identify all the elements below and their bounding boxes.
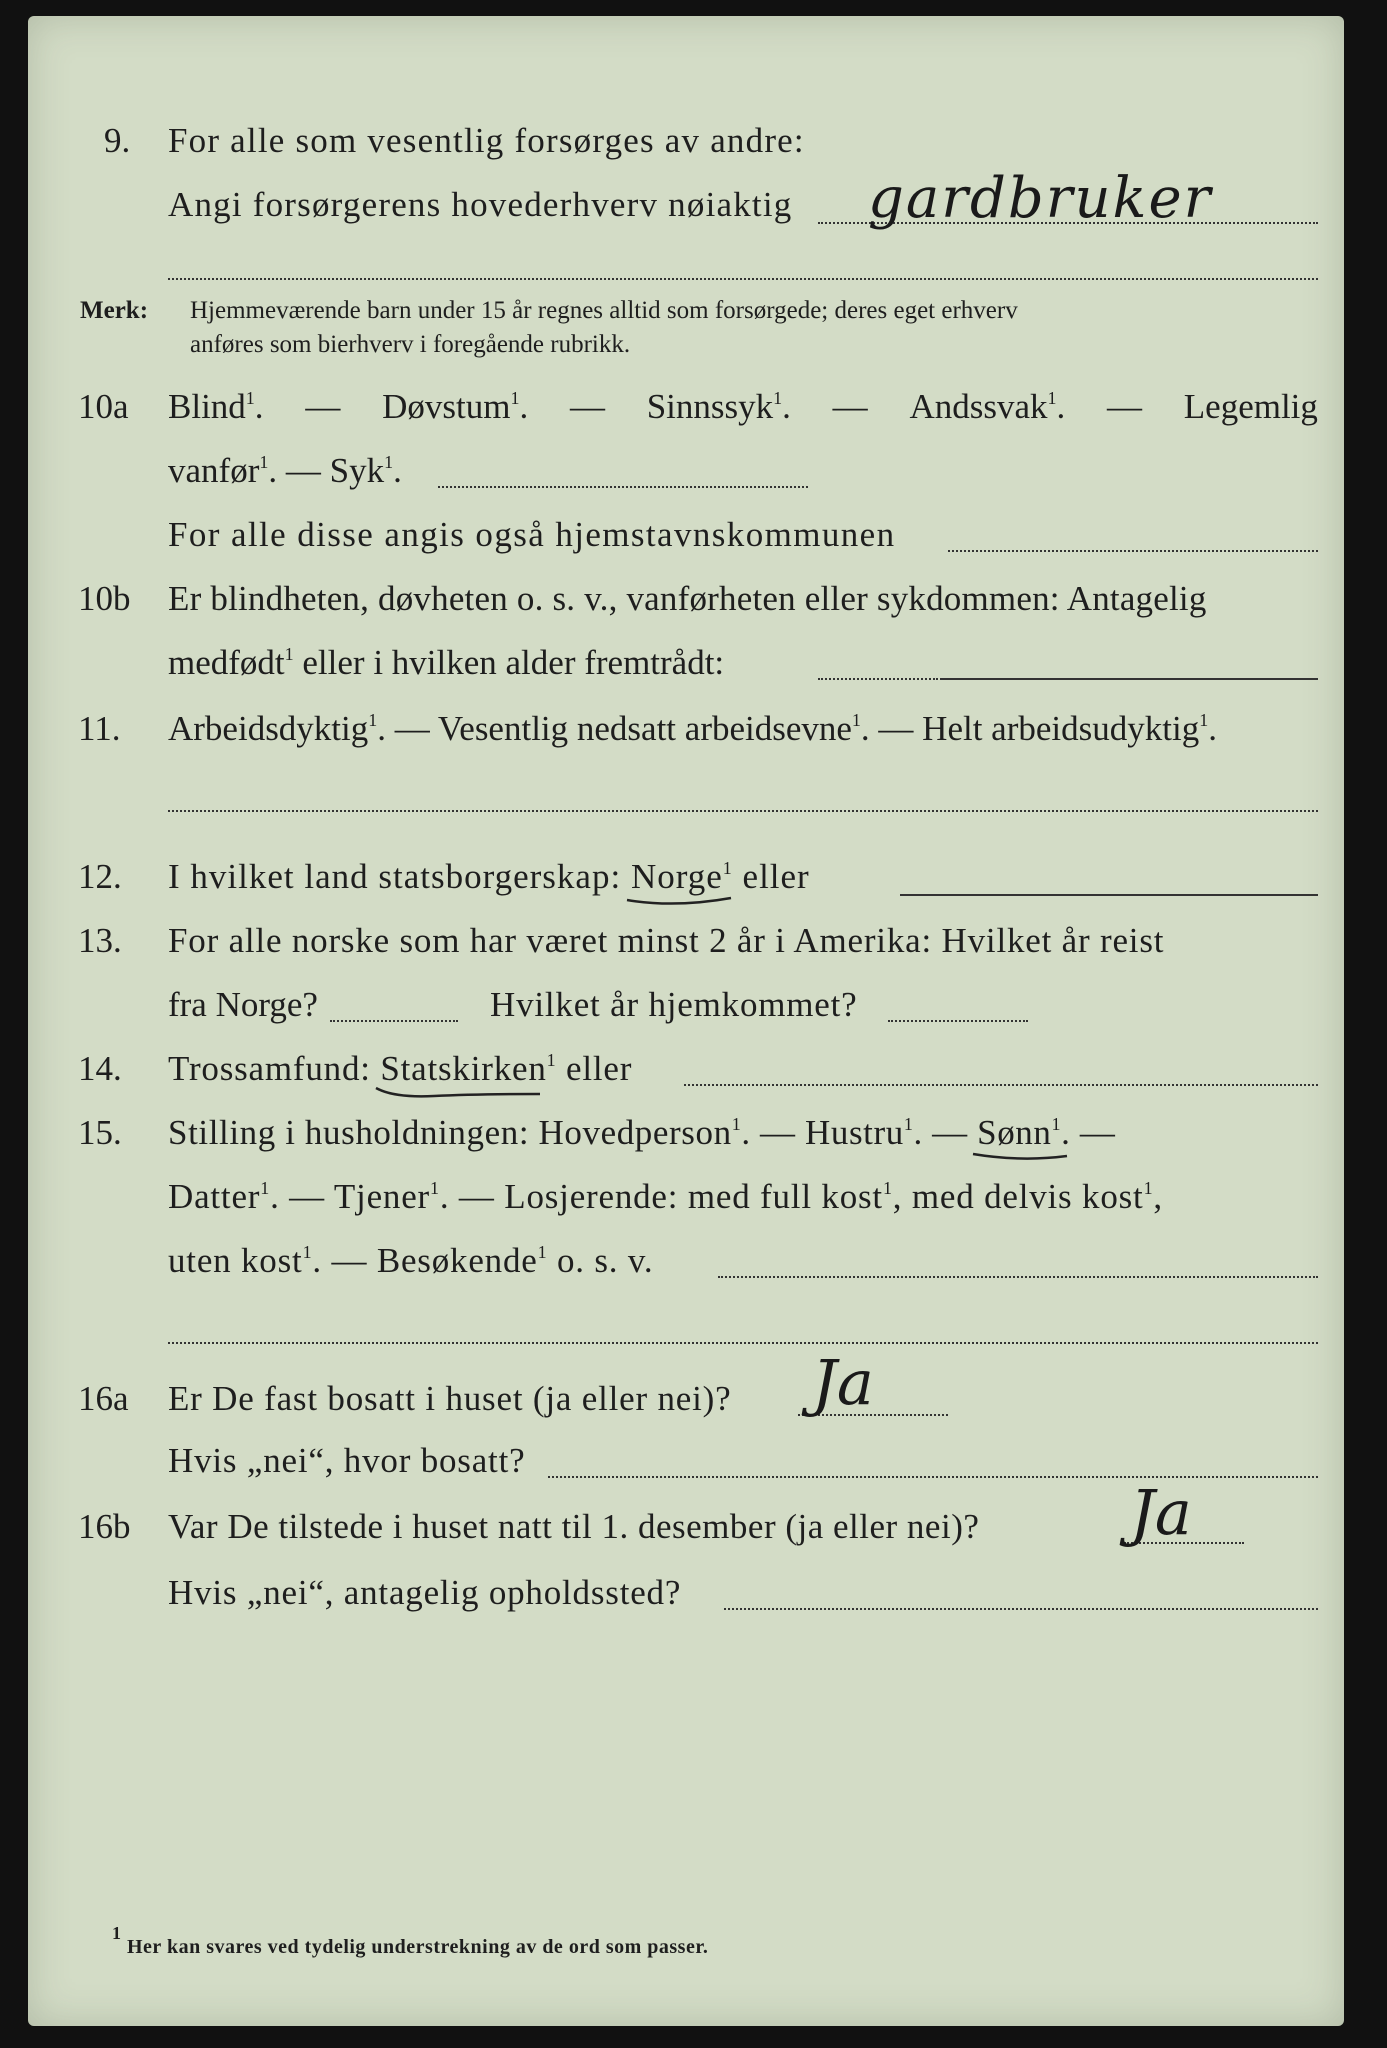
q10b-line-2 (168, 642, 724, 684)
merk-line-1: Hjemmeværende barn under 15 år regnes alltid som forsørgede; deres eget erhverv (190, 297, 1018, 324)
option-sinnssyk[interactable]: Sinnssyk$^1$. (646, 387, 791, 426)
q10a-syk-field[interactable] (438, 486, 808, 488)
footnote-text: Her kan svares ved tydelig understrekning av de ord som passer. (127, 1936, 709, 1958)
q14-eller: eller (566, 1049, 633, 1088)
option-tjener[interactable]: . — Tjener$^1$ (270, 1177, 440, 1216)
dash: — (305, 387, 341, 426)
q15-stilling-field[interactable] (718, 1276, 1318, 1278)
merk-line-2: anføres som bierhverv i foregående rubrikk. (190, 331, 631, 358)
q16b-line-1: Var De tilstede i huset natt til 1. desember (ja eller nei)? (168, 1507, 980, 1546)
dash: . — (913, 1113, 968, 1152)
option-norge[interactable]: Norge$^1$ (631, 856, 733, 898)
q14-number: 14. (78, 1049, 122, 1088)
option-uten-kost[interactable]: uten kost$^1$ (168, 1241, 313, 1280)
handwritten-underline (971, 1148, 1071, 1168)
option-vanfor[interactable]: vanfør$^1$. (168, 451, 278, 490)
option-nedsatt[interactable]: . — Vesentlig nedsatt arbeidsevne$^1$ (377, 709, 861, 748)
option-dovstum[interactable]: Døvstum$^1$. (382, 387, 529, 426)
q10a-line-2 (168, 450, 402, 492)
q13-reist-field[interactable] (330, 1020, 458, 1022)
q10b-line-1: Er blindheten, døvheten o. s. v., vanførheten eller sykdommen: Antagelig (168, 579, 1207, 618)
q10a-line-3: For alle disse angis også hjemstavnskommunen (168, 515, 896, 554)
q16a-handwritten-answer: Ja (812, 1346, 874, 1419)
option-full-kost[interactable]: . — Losjerende: med full kost$^1$ (439, 1177, 893, 1216)
q11-line (168, 708, 1217, 750)
q11-number: 11. (78, 709, 121, 748)
q15-number: 15. (78, 1113, 122, 1152)
handwritten-underline (625, 892, 735, 912)
footnote-mark: 1 (112, 1923, 122, 1943)
q15-extra-field[interactable] (168, 1342, 1318, 1344)
q13-line-2a: fra Norge? (168, 985, 318, 1024)
q10a-number: 10a (78, 387, 129, 426)
q12-land-field[interactable] (900, 894, 1318, 896)
q12-eller: eller (742, 857, 810, 896)
q14-line (168, 1048, 632, 1090)
q13-number: 13. (78, 921, 122, 960)
dash: — (832, 387, 868, 426)
dash: . — (1061, 1113, 1116, 1152)
q9-handwritten-answer: gardbruker (868, 166, 1213, 231)
q15-line-3 (168, 1240, 653, 1282)
option-hustru[interactable]: . — Hustru$^1$ (741, 1113, 914, 1152)
q9-number: 9. (104, 121, 131, 160)
q10a-line-1 (168, 386, 1318, 428)
q16a-line-2: Hvis „nei“, hvor bosatt? (168, 1441, 526, 1480)
q9-line-1: For alle som vesentlig forsørges av andre: (168, 121, 805, 160)
q16a-bosatt-field[interactable] (548, 1476, 1318, 1478)
option-arbeidsdyktig[interactable]: Arbeidsdyktig$^1$ (168, 709, 378, 748)
option-medfodt[interactable]: medfødt$^1$ (168, 643, 294, 682)
option-syk[interactable]: — Syk$^1$. (285, 451, 402, 490)
q16b-handwritten-answer: Ja (1130, 1476, 1192, 1549)
option-statskirken[interactable]: Statskirken$^1$ (380, 1048, 556, 1090)
q15-line-1 (168, 1112, 1115, 1154)
q13-line-2b: Hvilket år hjemkommet? (490, 985, 858, 1024)
q13-hjemkommet-field[interactable] (888, 1020, 1028, 1022)
q15-line-2 (168, 1176, 1163, 1218)
option-delvis-kost[interactable]: , med delvis kost$^1$ (892, 1177, 1154, 1216)
census-form-page (28, 16, 1344, 2026)
q9-second-answer-line[interactable] (168, 278, 1318, 280)
dash: — (1107, 387, 1143, 426)
q10b-alder-field-line[interactable] (940, 678, 1318, 680)
q10a-hjemstavn-field[interactable] (948, 550, 1318, 552)
option-udyktig[interactable]: . — Helt arbeidsudyktig$^1$. (860, 709, 1217, 748)
option-sonn[interactable]: Sønn$^1$ (977, 1112, 1061, 1154)
q10b-alder-text: eller i hvilken alder fremtrådt: (302, 643, 725, 682)
q12-text: I hvilket land statsborgerskap: (168, 857, 622, 896)
merk-label: Merk: (80, 297, 149, 324)
option-blind[interactable]: Blind$^1$. (168, 387, 264, 426)
q10b-alder-field-dotted[interactable] (818, 678, 938, 680)
option-andssvak[interactable]: Andssvak$^1$. (909, 387, 1066, 426)
q13-line-1: For alle norske som har været minst 2 år i Amerika: Hvilket år reist (168, 921, 1165, 960)
footnote (112, 1923, 709, 1968)
handwritten-underline (374, 1084, 544, 1104)
q12-number: 12. (78, 857, 122, 896)
q16b-opholdssted-field[interactable] (724, 1608, 1318, 1610)
q9-line-2: Angi forsørgerens hovederhverv nøiaktig (168, 185, 793, 224)
q10b-number: 10b (78, 579, 131, 618)
q14-text: Trossamfund: (168, 1049, 371, 1088)
q16a-number: 16a (78, 1379, 129, 1418)
comma: , (1153, 1177, 1163, 1216)
option-hovedperson[interactable]: Stilling i husholdningen: Hovedperson$^1$ (168, 1113, 742, 1152)
option-besokende[interactable]: . — Besøkende$^1$ (312, 1241, 548, 1280)
q16b-number: 16b (78, 1507, 131, 1546)
q16b-line-2: Hvis „nei“, antagelig opholdssted? (168, 1573, 682, 1612)
q15-osv: o. s. v. (556, 1241, 654, 1280)
q14-trossamfund-field[interactable] (684, 1084, 1318, 1086)
q12-line (168, 856, 810, 898)
option-legemlig[interactable]: Legemlig (1183, 387, 1318, 426)
q11-answer-field[interactable] (168, 810, 1318, 812)
dash: — (569, 387, 605, 426)
q16a-line-1: Er De fast bosatt i huset (ja eller nei)? (168, 1379, 732, 1418)
option-datter[interactable]: Datter$^1$ (168, 1177, 271, 1216)
